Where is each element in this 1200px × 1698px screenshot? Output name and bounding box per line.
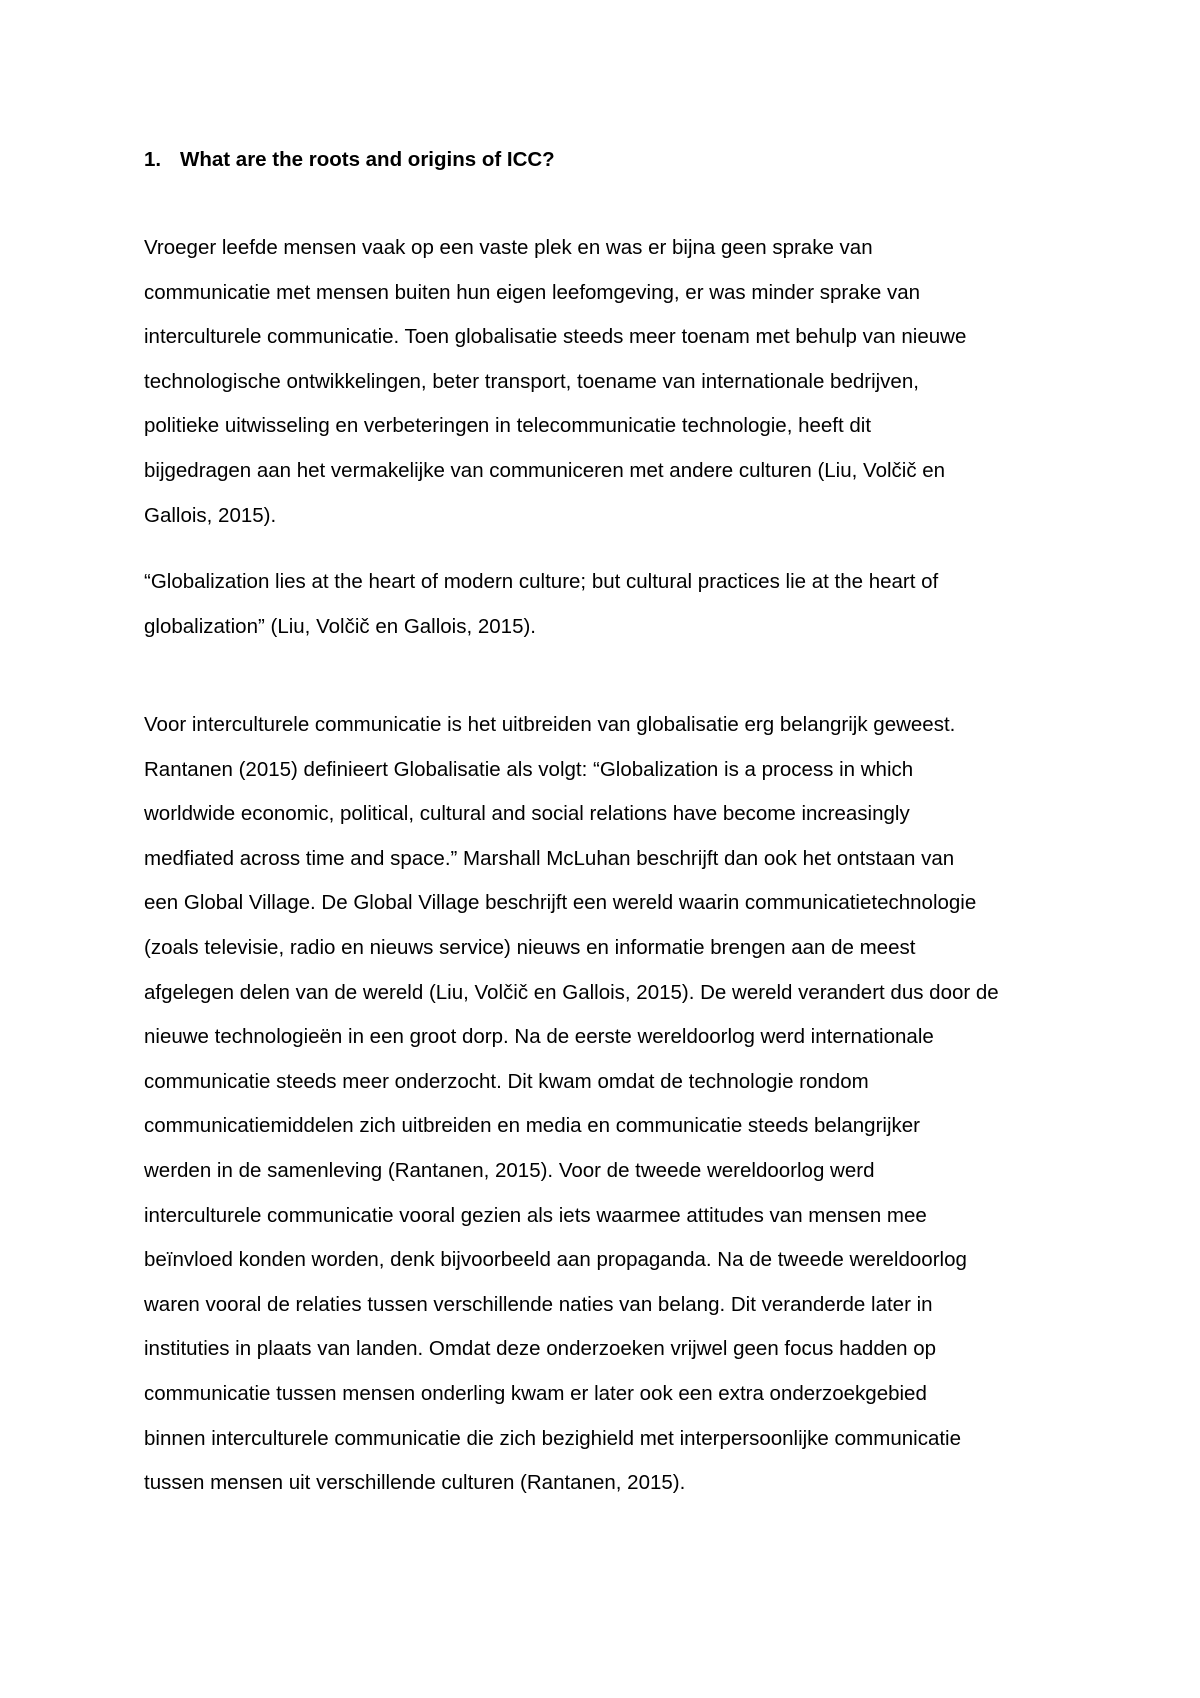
paragraph-line: interculturele communicatie vooral gezien als iets waarmee attitudes van mensen mee <box>144 1203 927 1227</box>
paragraph-line: Rantanen (2015) definieert Globalisatie als volgt: “Globalization is a process in which <box>144 757 914 781</box>
paragraph-line: nieuwe technologieën in een groot dorp. Na de eerste wereldoorlog werd internationale <box>144 1025 934 1049</box>
paragraph-line: instituties in plaats van landen. Omdat deze onderzoeken vrijwel geen focus hadden op <box>144 1337 937 1361</box>
paragraph-line: binnen interculturele communicatie die zich bezighield met interpersoonlijke communicatie <box>144 1426 961 1450</box>
paragraph-2-quote <box>144 560 1074 649</box>
section-heading <box>144 146 555 174</box>
paragraph-line: communicatie tussen mensen onderling kwam er later ook een extra onderzoekgebied <box>144 1381 927 1405</box>
paragraph-line: (zoals televisie, radio en nieuws service) nieuws en informatie brengen aan de meest <box>144 935 916 959</box>
paragraph-line: communicatiemiddelen zich uitbreiden en media en communicatie steeds belangrijker <box>144 1114 920 1138</box>
paragraph-line: Vroeger leefde mensen vaak op een vaste plek en was er bijna geen sprake van <box>144 236 873 259</box>
paragraph-line: communicatie steeds meer onderzocht. Dit kwam omdat de technologie rondom <box>144 1069 869 1093</box>
paragraph-3 <box>144 703 1074 1506</box>
paragraph-line: “Globalization lies at the heart of modern culture; but cultural practices lie at the heart of <box>144 570 939 593</box>
paragraph-line: politieke uitwisseling en verbeteringen in telecommunicatie technologie, heeft dit <box>144 414 872 438</box>
paragraph-line: tussen mensen uit verschillende culturen (Rantanen, 2015). <box>144 1471 686 1495</box>
paragraph-line: beïnvloed konden worden, denk bijvoorbeeld aan propaganda. Na de tweede wereldoorlog <box>144 1248 967 1272</box>
paragraph-line: worldwide economic, political, cultural and social relations have become increasingly <box>144 802 910 826</box>
paragraph-line: medfiated across time and space.” Marshall McLuhan beschrijft dan ook het ontstaan van <box>144 846 955 870</box>
paragraph-line: Voor interculturele communicatie is het uitbreiden van globalisatie erg belangrijk geweest. <box>144 713 956 736</box>
heading-number: 1. <box>144 148 162 171</box>
paragraph-line: globalization” (Liu, Volčič en Gallois, 2015). <box>144 614 536 638</box>
paragraph-1 <box>144 226 1074 538</box>
paragraph-line: communicatie met mensen buiten hun eigen leefomgeving, er was minder sprake van <box>144 280 920 304</box>
paragraph-line: werden in de samenleving (Rantanen, 2015). Voor de tweede wereldoorlog werd <box>144 1158 875 1182</box>
heading-text: What are the roots and origins of ICC? <box>180 148 555 171</box>
paragraph-line: een Global Village. De Global Village beschrijft een wereld waarin communicatietechnologie <box>144 891 977 915</box>
paragraph-line: afgelegen delen van de wereld (Liu, Volčič en Gallois, 2015). De wereld verandert dus door de <box>144 980 999 1004</box>
paragraph-line: interculturele communicatie. Toen globalisatie steeds meer toenam met behulp van nieuwe <box>144 325 967 349</box>
paragraph-line: technologische ontwikkelingen, beter transport, toename van internationale bedrijven, <box>144 369 919 393</box>
paragraph-line: waren vooral de relaties tussen verschillende naties van belang. Dit veranderde later in <box>144 1292 933 1316</box>
paragraph-line: Gallois, 2015). <box>144 503 277 527</box>
paragraph-line: bijgedragen aan het vermakelijke van communiceren met andere culturen (Liu, Volčič en <box>144 458 946 482</box>
